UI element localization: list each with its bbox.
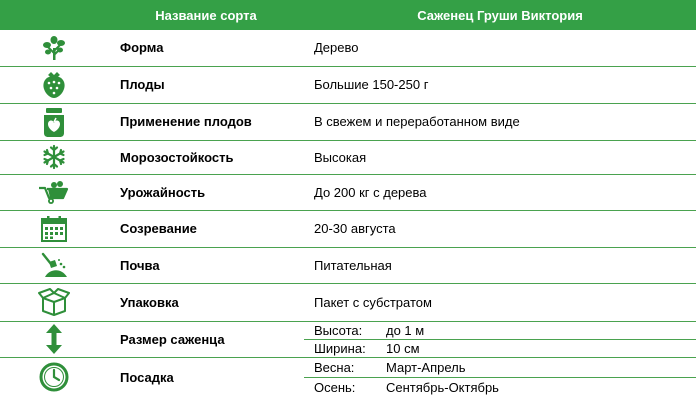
box-icon xyxy=(0,283,108,321)
sub-value: Март-Апрель xyxy=(386,359,466,375)
jar-icon xyxy=(0,103,108,140)
row-value: Большие 150-250 г xyxy=(304,66,696,103)
fruit-icon xyxy=(0,66,108,103)
row-label: Созревание xyxy=(108,210,304,247)
row-label: Урожайность xyxy=(108,174,304,210)
sub-value: Сентябрь-Октябрь xyxy=(386,379,499,395)
header-icon-cell xyxy=(0,0,108,30)
row-label: Размер саженца xyxy=(108,321,304,357)
sub-key: Осень: xyxy=(314,379,356,395)
table-row xyxy=(0,357,696,397)
row-value: В свежем и переработанном виде xyxy=(304,103,696,140)
table-row xyxy=(0,103,696,140)
table-row xyxy=(0,283,696,321)
table-row xyxy=(0,247,696,283)
vertical-arrows-icon xyxy=(0,321,108,357)
sub-key: Весна: xyxy=(314,359,355,375)
snowflake-icon xyxy=(0,140,108,174)
table-row xyxy=(0,321,696,357)
row-value: До 200 кг с дерева xyxy=(304,174,696,210)
table-row xyxy=(0,30,696,66)
header-name: Название сорта xyxy=(108,0,304,30)
size-height xyxy=(304,322,696,340)
planting-spring xyxy=(304,358,696,378)
table-row xyxy=(0,66,696,103)
shovel-soil-icon xyxy=(0,247,108,283)
row-label: Упаковка xyxy=(108,283,304,321)
row-label: Посадка xyxy=(120,369,174,385)
row-value: Дерево xyxy=(304,30,696,66)
row-value: Высокая xyxy=(304,140,696,174)
sub-key: Ширина: xyxy=(314,340,366,356)
row-value: Пакет с субстратом xyxy=(304,283,696,321)
row-value xyxy=(304,321,696,357)
row-label: Морозостойкость xyxy=(108,140,304,174)
row-value xyxy=(304,357,696,397)
table-row xyxy=(0,174,696,210)
header-value: Саженец Груши Виктория xyxy=(304,0,696,30)
wheelbarrow-icon xyxy=(0,174,108,210)
table-row xyxy=(0,140,696,174)
size-width xyxy=(304,340,696,357)
sub-value: до 1 м xyxy=(386,322,425,338)
row-value: Питательная xyxy=(304,247,696,283)
clock-icon xyxy=(0,357,108,397)
row-label: Применение плодов xyxy=(108,103,304,140)
row-label: Форма xyxy=(108,30,304,66)
table-header xyxy=(0,0,696,30)
row-label: Плоды xyxy=(108,66,304,103)
calendar-icon xyxy=(0,210,108,247)
tree-icon xyxy=(0,30,108,66)
row-label: Почва xyxy=(108,247,304,283)
sub-key: Высота: xyxy=(314,322,363,338)
sub-value: 10 см xyxy=(386,340,420,356)
table-row xyxy=(0,210,696,247)
planting-autumn xyxy=(304,378,696,397)
row-value: 20-30 августа xyxy=(304,210,696,247)
